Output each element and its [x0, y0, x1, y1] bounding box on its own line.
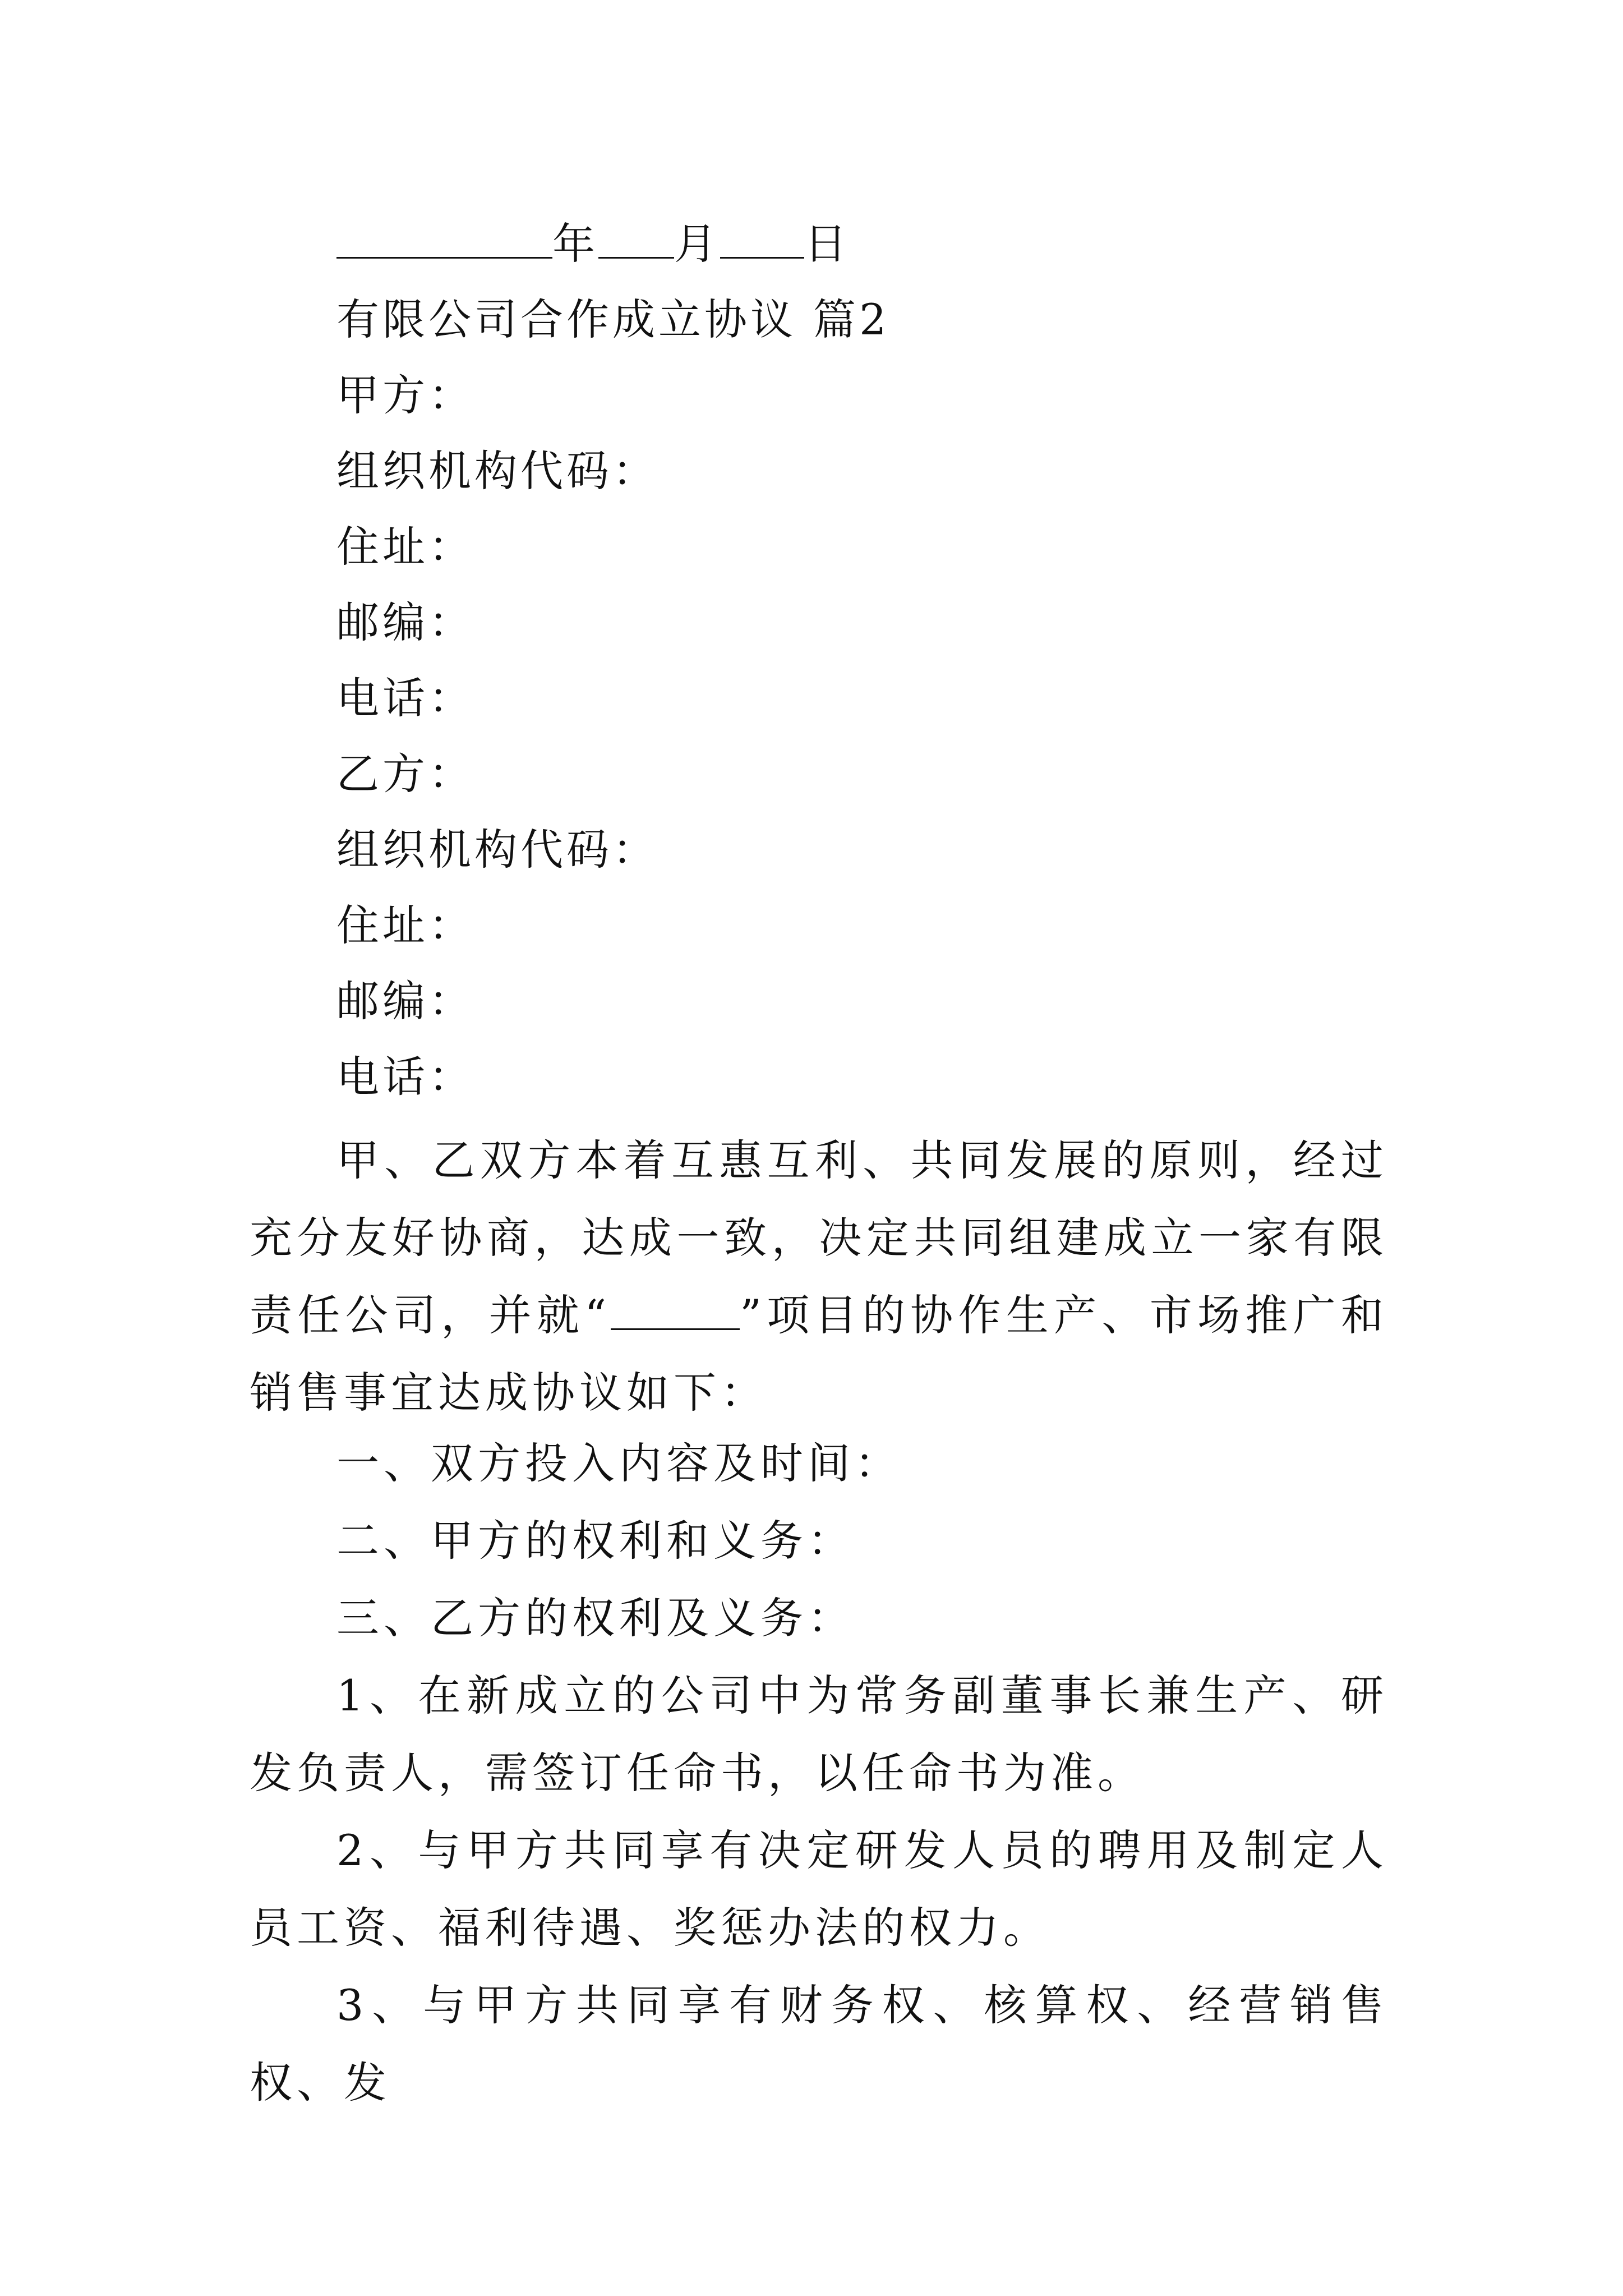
project-name-blank	[611, 1288, 740, 1330]
document-title: 有限公司合作成立协议 篇2	[336, 295, 890, 344]
party-a-label: 甲方：	[336, 370, 474, 420]
party-b-org-code: 组织机构代码：	[336, 825, 658, 875]
party-a-phone: 电话：	[336, 673, 474, 723]
day-label: 日	[804, 219, 850, 269]
party-a-org-code: 组织机构代码：	[336, 446, 658, 496]
intro-text-after: ”项目的协作生产、市场推广和销售事宜达成协议如下：	[250, 1290, 1388, 1418]
section-1: 一、双方投入内容及时间：	[336, 1438, 902, 1488]
month-blank	[598, 217, 674, 259]
day-blank	[720, 217, 804, 259]
section-2: 二、甲方的权利和义务：	[336, 1516, 855, 1566]
year-blank	[336, 217, 552, 259]
party-b-label: 乙方：	[336, 749, 474, 799]
date-line	[336, 216, 850, 272]
clause-1: 1、在新成立的公司中为常务副董事长兼生产、研发负责人，需签订任命书，以任命书为准。	[250, 1671, 1388, 1798]
clause-3: 3、与甲方共同享有财务权、核算权、经营销售权、发	[250, 1980, 1388, 2108]
party-a-address: 住址：	[336, 522, 474, 572]
party-b-postcode: 邮编：	[336, 976, 474, 1026]
clause-2: 2、与甲方共同享有决定研发人员的聘用及制定人员工资、福利待遇、奖惩办法的权力。	[250, 1825, 1388, 1953]
party-a-postcode: 邮编：	[336, 597, 474, 647]
month-label: 月	[674, 219, 720, 269]
party-b-address: 住址：	[336, 900, 474, 950]
year-label: 年	[552, 219, 598, 269]
intro-paragraph	[250, 1122, 1388, 1432]
party-b-phone: 电话：	[336, 1052, 474, 1102]
section-3: 三、乙方的权利及义务：	[336, 1593, 855, 1643]
intro-text-before: 甲、乙双方本着互惠互利、共同发展的原则，经过充分友好协商，达成一致，决定共同组建成立一家有限责任公司，并就“	[250, 1135, 1388, 1340]
